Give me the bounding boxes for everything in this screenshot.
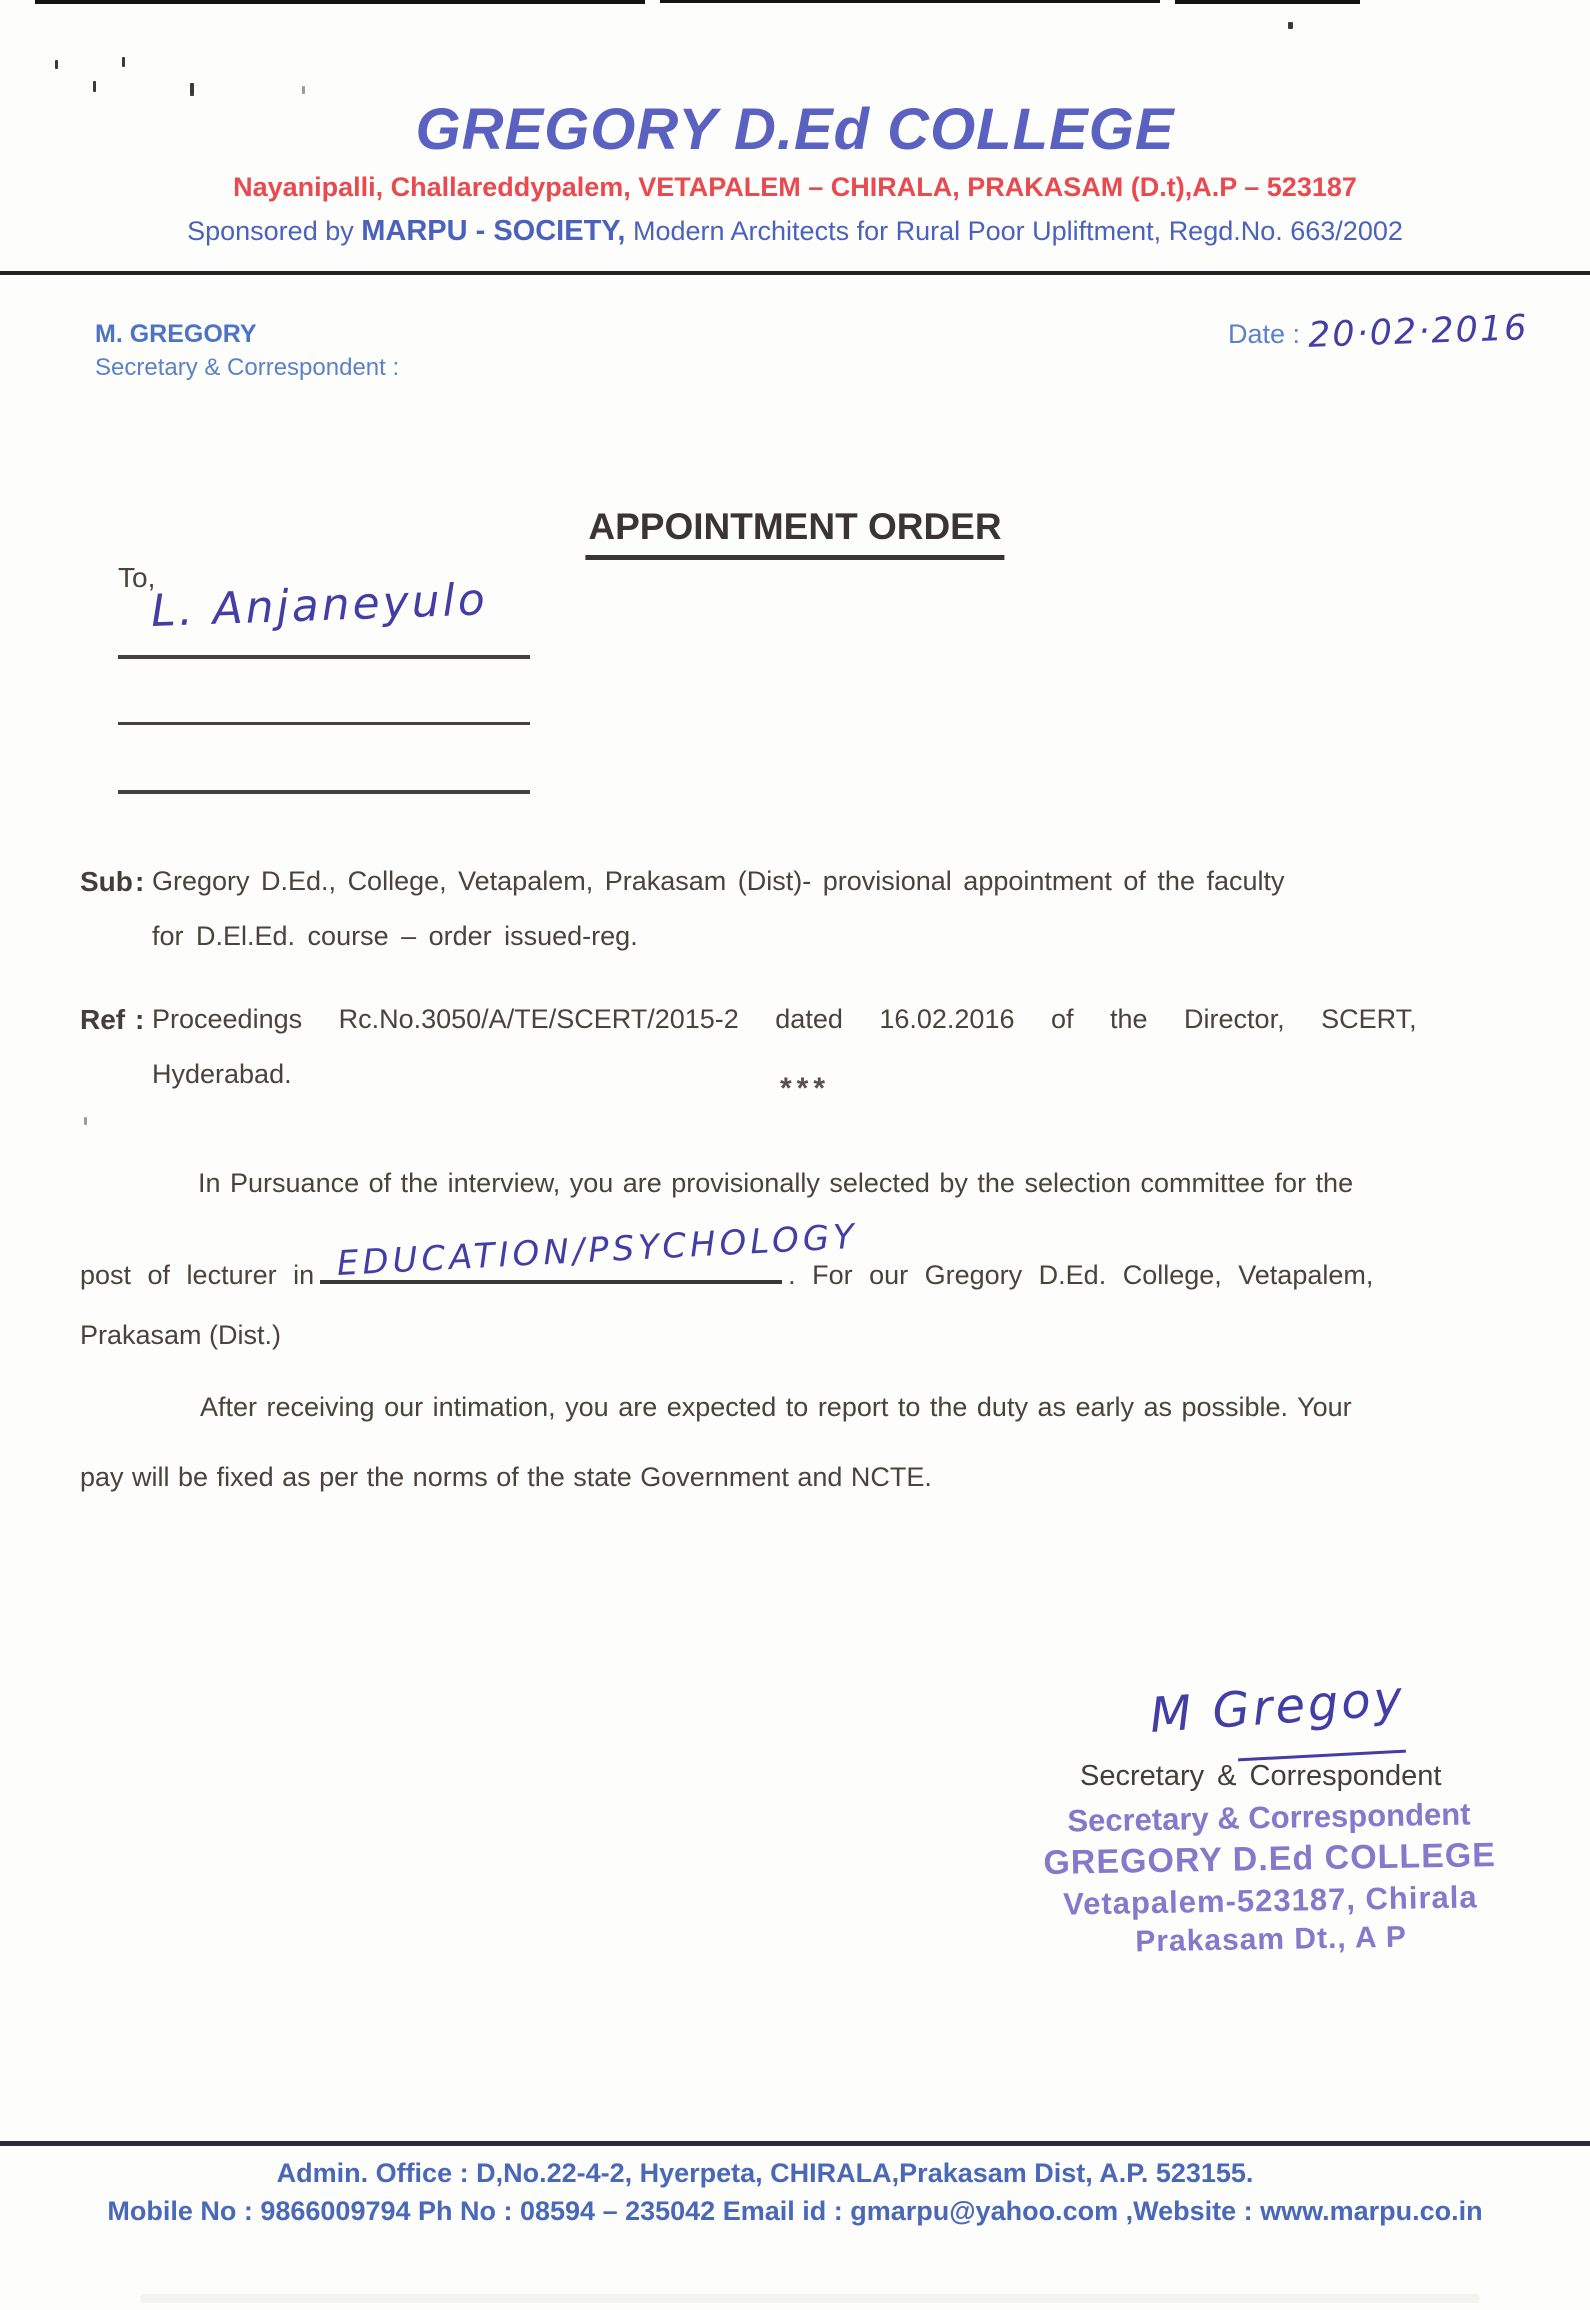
officer-title: Secretary & Correspondent : [95, 354, 400, 381]
college-address: Nayanipalli, Challareddypalem, VETAPALEM – CHIRALA, PRAKASAM (D.t),A.P – 523187 [233, 172, 1357, 202]
header-divider-rule [0, 271, 1590, 275]
sponsor-line [0, 215, 1590, 248]
scan-artifact [35, 0, 645, 4]
scan-smudge [140, 2294, 1480, 2303]
date-value-handwritten: 20·02·2016 [1307, 308, 1530, 356]
stamp-line-district: Prakasam Dt., A P [1135, 1920, 1408, 1959]
body-paragraph1-line2-before: post of lecturer in [80, 1260, 315, 1290]
stamp-line-college: GREGORY D.Ed COLLEGE [1043, 1835, 1497, 1882]
society-description: Modern Architects for Rural Poor Upliftment, Regd.No. 663/2002 [625, 216, 1403, 246]
section-divider-asterisks: *** [779, 1072, 831, 1105]
stamp-line-designation: Secretary & Correspondent [1067, 1796, 1471, 1839]
recipient-name-handwritten: L. Anjaneyulo [150, 574, 489, 637]
reference-text-line1: Proceedings Rc.No.3050/A/TE/SCERT/2015-2 dated 16.02.2016 of the Director, SCERT, [152, 1004, 1417, 1034]
reference-colon: : [135, 1004, 145, 1035]
stamp-line-place: Vetapalem-523187, Chirala [1062, 1879, 1478, 1922]
subject-text-line2: for D.El.Ed. course – order issued-reg. [152, 921, 638, 951]
sponsored-by-text: Sponsored by [187, 216, 362, 246]
subject-label: Sub [80, 866, 133, 897]
scan-speck [1288, 22, 1293, 29]
college-name: GREGORY D.Ed COLLEGE [415, 97, 1175, 162]
scan-speck [190, 83, 194, 96]
scan-artifact [1175, 0, 1360, 4]
reference-text-line2: Hyderabad. [152, 1059, 292, 1089]
subject-colon: : [135, 866, 145, 897]
body-paragraph1-line3: Prakasam (Dist.) [80, 1320, 282, 1350]
scan-speck [93, 81, 96, 92]
body-paragraph2-line2: pay will be fixed as per the norms of the state Government and NCTE. [80, 1462, 932, 1492]
date-group [1228, 308, 1530, 356]
signature-handwritten: M Gregoy [1148, 1670, 1407, 1744]
fill-in-blank-line [320, 1216, 860, 1284]
footer-contact-info: Mobile No : 9866009794 Ph No : 08594 – 235042 Email id : gmarpu@yahoo.com ,Website : www.marpu.co.in [107, 2196, 1483, 2226]
society-name: MARPU - SOCIETY, [361, 215, 626, 247]
recipient-address-line-1 [118, 655, 530, 659]
subject-text-line1: Gregory D.Ed., College, Vetapalem, Prakasam (Dist)- provisional appointment of the faculty [152, 866, 1285, 896]
footer-divider-rule [0, 2141, 1590, 2146]
to-label: To, [118, 562, 156, 593]
scan-speck [302, 86, 305, 94]
office-rubber-stamp [1029, 1794, 1512, 1964]
recipient-address-line-2 [118, 722, 530, 725]
date-label: Date : [1228, 319, 1301, 349]
scan-speck [55, 60, 58, 69]
document-title: APPOINTMENT ORDER [585, 506, 1004, 560]
body-paragraph2-line1: After receiving our intimation, you are expected to report to the duty as early as possible. Your [200, 1392, 1352, 1422]
footer-admin-office: Admin. Office : D,No.22-4-2, Hyerpeta, CHIRALA,Prakasam Dist, A.P. 523155. [276, 2158, 1254, 2188]
officer-name: M. GREGORY [95, 320, 257, 348]
body-paragraph1-line1: In Pursuance of the interview, you are provisionally selected by the selection committee for the [198, 1168, 1354, 1198]
scan-speck [122, 57, 125, 67]
scan-speck [84, 1117, 87, 1125]
subject-post-handwritten: EDUCATION/PSYCHOLOGY [336, 1216, 860, 1284]
signature-designation: Secretary & Correspondent [1080, 1760, 1442, 1792]
scan-artifact [660, 0, 1160, 3]
body-paragraph1-line2-after: . For our Gregory D.Ed. College, Vetapalem, [788, 1260, 1374, 1290]
body-paragraph1-line2 [80, 1216, 1374, 1291]
reference-label: Ref [80, 1004, 126, 1035]
recipient-address-line-3 [118, 790, 530, 794]
